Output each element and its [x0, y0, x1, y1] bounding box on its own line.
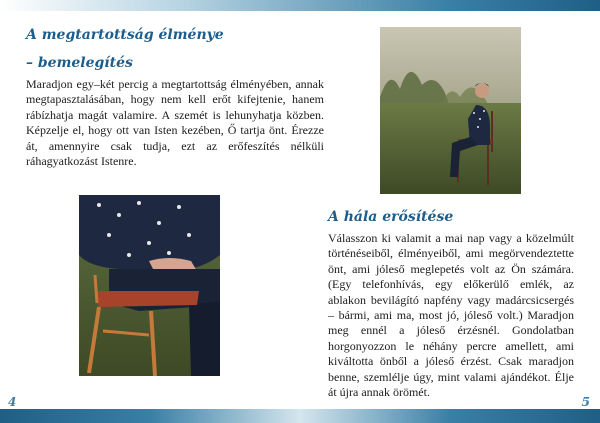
heading-megtartottsag: A megtartottság élménye — [26, 27, 224, 43]
photo-man-on-chair — [380, 27, 521, 194]
bottom-decorative-bar — [0, 409, 600, 423]
photo-person-on-orange-chair — [79, 195, 220, 376]
heading-bemelegites: – bemelegítés — [26, 55, 133, 71]
paragraph-megtartottsag: Maradjon egy–két percig a megtartottság élményében, annak megtapasztalásában, hogy nem kell erőt kifejtenie, hanem rábízhatja magát valamire. A szemét is lehunyhatja közben. Képzelje el, hogy ott van Isten kezében, Ő tartja önt. Érezze át, amennyire csak tudja, ezt az erőfeszítés nélküli ráhagyatkozást Istenre. — [26, 77, 324, 169]
page-number-left: 4 — [8, 395, 17, 409]
heading-hala: A hála erősítése — [328, 209, 454, 225]
paragraph-hala: Válasszon ki valamit a mai nap vagy a közelmúlt történéseiből, élményeiből, ami megörvendeztette önt, ami jóleső meglepetés volt az Ön számára. (Egy telefonhívás, egy előkerülő emlék, az ablakon bevilágító napfény vagy madárcsicsergés – bármi, ami ma, most jó, jóleső volt.) Maradjon meg ennél a jóleső érzésnél. Gondolatban horgonyozzon le néhány percre amellett, ami kiváltotta önből a jóleső érzést. Csak maradjon benne, szemlélje úgy, mint valami ajándékot. Élje át újra annak örömét. — [328, 231, 574, 400]
page-number-right: 5 — [581, 395, 590, 409]
top-decorative-bar — [0, 0, 600, 11]
